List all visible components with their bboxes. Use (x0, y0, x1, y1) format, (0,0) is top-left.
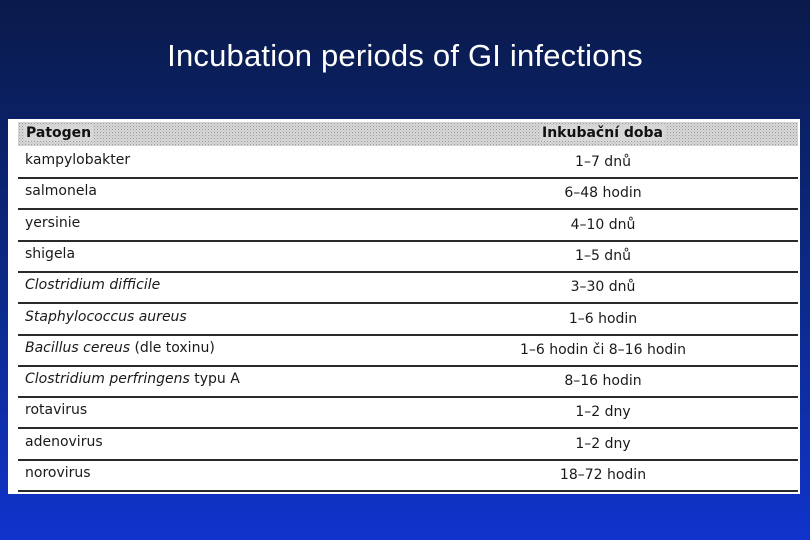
incubation-table (8, 119, 800, 494)
incubation-period-cell: 1–6 hodin či 8–16 hodin (519, 341, 687, 358)
incubation-period-cell: 18–72 hodin (559, 467, 647, 483)
incubation-period-cell: 8–16 hodin (564, 373, 642, 390)
pathogen-italic-name: Staphylococcus aureus (25, 308, 187, 325)
pathogen-cell (25, 277, 160, 293)
incubation-period-cell: 1–2 dny (575, 404, 631, 421)
pathogen-name: rotavirus (25, 402, 88, 419)
pathogen-name: shigela (25, 245, 76, 262)
pathogen-italic-name: Clostridium perfringens (25, 371, 190, 388)
header-incubation-period: Inkubační doba (542, 125, 663, 141)
pathogen-cell (25, 152, 130, 168)
incubation-period-cell: 1–5 dnů (575, 247, 631, 264)
pathogen-name: salmonela (25, 183, 97, 200)
table-row (18, 336, 798, 367)
table-row (18, 367, 798, 398)
pathogen-cell (25, 465, 91, 481)
pathogen-cell (25, 402, 87, 418)
table-row (18, 461, 798, 492)
pathogen-name: norovirus (25, 465, 91, 481)
table-row (18, 179, 798, 210)
table-row (18, 148, 798, 179)
table-row (18, 430, 798, 461)
table-row (18, 242, 798, 273)
pathogen-name: yersinie (25, 214, 81, 231)
header-pathogen: Patogen (26, 125, 92, 141)
incubation-period-cell: 1–2 dny (575, 435, 631, 452)
pathogen-name: (dle toxinu) (130, 339, 215, 356)
pathogen-cell (25, 309, 187, 325)
table-row (18, 273, 798, 304)
incubation-period-cell: 3–30 dnů (570, 279, 636, 296)
pathogen-name: adenovirus (25, 433, 103, 450)
pathogen-name: typu A (189, 371, 240, 388)
pathogen-cell (25, 371, 240, 387)
table-row (18, 305, 798, 336)
incubation-period-cell: 1–7 dnů (575, 154, 631, 170)
pathogen-cell (25, 215, 80, 231)
slide-title: Incubation periods of GI infections (167, 38, 643, 73)
incubation-period-cell: 6–48 hodin (564, 185, 642, 202)
pathogen-cell (25, 246, 75, 262)
table-header (18, 122, 798, 146)
pathogen-cell (25, 340, 215, 356)
table-row (18, 398, 798, 429)
table-row (18, 211, 798, 242)
incubation-period-cell: 1–6 hodin (568, 310, 638, 327)
pathogen-name: kampylobakter (25, 152, 131, 168)
pathogen-cell (25, 434, 103, 450)
pathogen-cell (25, 183, 97, 199)
incubation-period-cell: 4–10 dnů (570, 216, 636, 233)
pathogen-italic-name: Bacillus cereus (25, 339, 131, 356)
pathogen-italic-name: Clostridium difficile (25, 277, 161, 294)
